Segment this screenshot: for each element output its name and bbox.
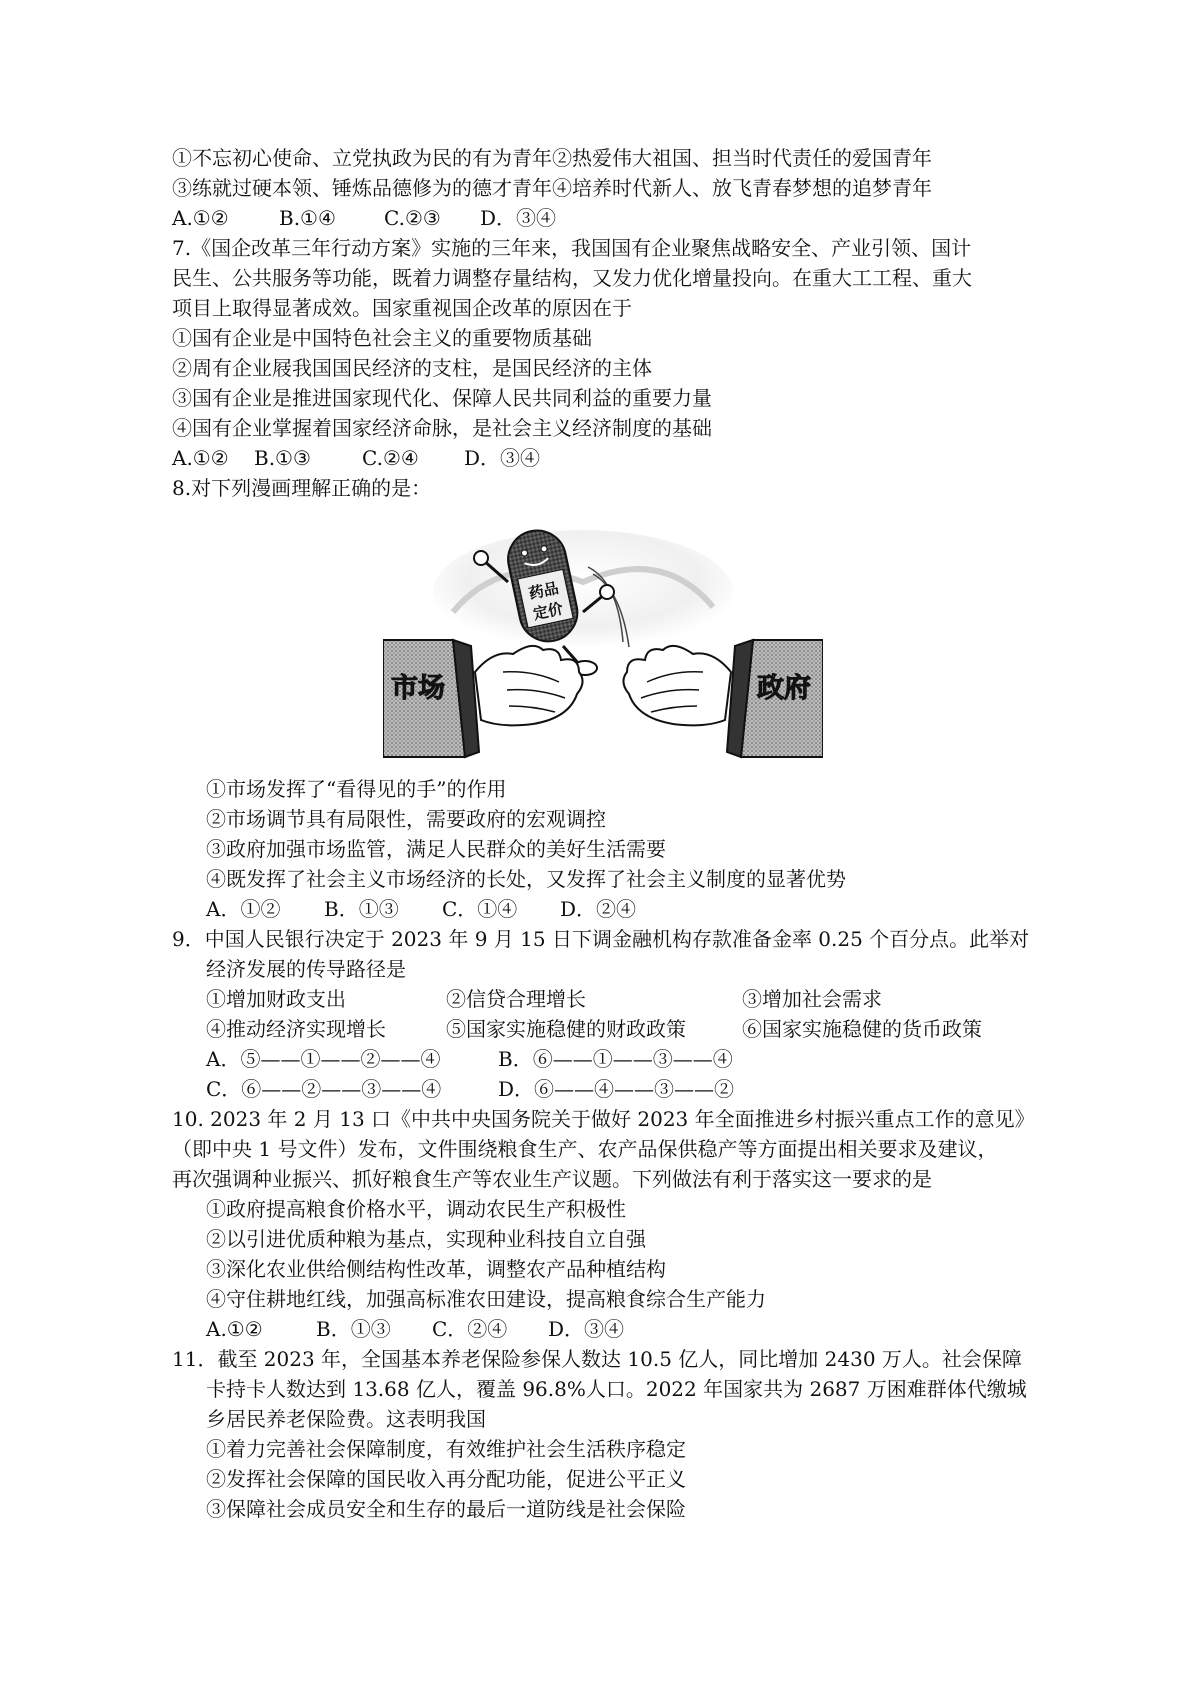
q7-option-3: ③国有企业是推进国家现代化、保障人民共同利益的重要力量 [172,386,712,410]
q9-answers-row-1 [206,1044,806,1074]
q9-answer-d: D．⑥——④——③——② [498,1077,735,1101]
q7-option-4: ④国有企业掌握着国家经济命脉，是社会主义经济制度的基础 [172,416,712,440]
q11-stem-1: 11．截至 2023 年，全国基本养老保险参保人数达 10.5 亿人，同比增加 2430 万人。社会保障 [172,1347,1022,1371]
q8-option-4: ④既发挥了社会主义市场经济的长处，又发挥了社会主义制度的显著优势 [206,867,846,891]
q7-answer-d: D．③④ [464,446,541,470]
q9-items-row-2 [206,1014,986,1044]
q7-answers [172,443,932,473]
market-government-cartoon [383,522,823,762]
pill-label-line-2: 定价 [531,599,565,624]
q7-answer-b: B.①③ [254,446,311,470]
q10-answer-a: A.①② [206,1317,263,1341]
q9-answer-c: C．⑥——②——③——④ [206,1077,442,1101]
q8-option-2: ②市场调节具有局限性，需要政府的宏观调控 [206,807,606,831]
market-label: 市场 [391,673,445,704]
q11-option-3: ③保障社会成员安全和生存的最后一道防线是社会保险 [206,1497,686,1521]
pill-right-hand [600,585,614,599]
market-hand [475,646,583,726]
q10-stem-2: （即中央 1 号文件）发布，文件围绕粮食生产、农产品保供稳产等方面提出相关要求及建议， [172,1137,998,1161]
q9-answer-a: A．⑤——①——②——④ [206,1047,441,1071]
q9-items-row-1 [206,984,986,1014]
q8-option-3: ③政府加强市场监管，满足人民群众的美好生活需要 [206,837,666,861]
q7-option-2: ②周有企业屐我国国民经济的支柱，是国民经济的主体 [172,356,652,380]
q10-option-3: ③深化农业供给侧结构性改革，调整农产品种植结构 [206,1257,666,1281]
q10-answer-c: C．②④ [432,1317,508,1341]
government-label: 政府 [757,673,811,704]
q10-option-2: ②以引进优质种粮为基点，实现种业科技自立自强 [206,1227,646,1251]
q9-answer-b: B．⑥——①——③——④ [498,1047,733,1071]
q11-option-2: ②发挥社会保障的国民收入再分配功能，促进公平正义 [206,1467,686,1491]
q9-item-2: ②信贷合理增长 [446,987,586,1011]
q10-answer-b: B．①③ [316,1317,391,1341]
q9-stem-1: 9．中国人民银行决定于 2023 年 9 月 15 日下调金融机构存款准备金率 0.25 个百分点。此举对 [172,927,1030,951]
q7-answer-a: A.①② [172,446,229,470]
q6-answer-a: A.①② [172,206,229,230]
q8-answers [206,894,906,924]
q7-stem-1: 7.《国企改革三年行动方案》实施的三年来，我国国有企业聚焦战略安全、产业引领、国计 [172,236,972,260]
q9-item-4: ④推动经济实现增长 [206,1017,386,1041]
q9-answers-row-2 [206,1074,806,1104]
q10-answers [206,1314,906,1344]
q10-stem-1: 10. 2023 年 2 月 13 口《中共中央国务院关于做好 2023 年全面推进乡村振兴重点工作的意见》 [172,1107,1035,1131]
q9-stem-2: 经济发展的传导路径是 [206,957,406,981]
q6-answers [172,203,932,233]
q6-line-2: ③练就过硬本领、锤炼品德修为的德才青年④培养时代新人、放飞青春梦想的追梦青年 [172,176,932,200]
pill-label-line-1: 药品 [527,578,561,603]
q7-stem-3: 项目上取得显著成效。国家重视国企改革的原因在于 [172,296,632,320]
q8-answer-a: A．①② [206,897,281,921]
government-hand [623,646,731,726]
q7-answer-c: C.②④ [362,446,419,470]
q8-stem: 8.对下列漫画理解正确的是： [172,476,432,500]
q9-item-5: ⑤国家实施稳健的财政政策 [446,1017,686,1041]
q6-answer-b: B.①④ [279,206,336,230]
q10-stem-3: 再次强调种业振兴、抓好粮食生产等农业生产议题。下列做法有利于落实这一要求的是 [172,1167,932,1191]
q8-answer-b: B．①③ [324,897,399,921]
q10-option-4: ④守住耕地红线，加强高标准农田建设，提高粮食综合生产能力 [206,1287,766,1311]
q6-answer-c: C.②③ [384,206,441,230]
q11-stem-3: 乡居民养老保险费。这表明我国 [206,1407,486,1431]
q11-stem-2: 卡持卡人数达到 13.68 亿人，覆盖 96.8%人口。2022 年国家共为 2687 万困难群体代缴城 [206,1377,1027,1401]
q10-answer-d: D．③④ [548,1317,625,1341]
q9-item-1: ①增加财政支出 [206,987,346,1011]
q8-answer-c: C．①④ [442,897,518,921]
q7-stem-2: 民生、公共服务等功能，既着力调整存量结构，又发力优化增量投向。在重大工工程、重大 [172,266,972,290]
q9-item-6: ⑥国家实施稳健的货币政策 [742,1017,982,1041]
q7-option-1: ①国有企业是中国特色社会主义的重要物质基础 [172,326,592,350]
pill-left-hand [474,551,488,565]
q9-item-3: ③增加社会需求 [742,987,882,1011]
q10-option-1: ①政府提高粮食价格水平，调动农民生产积极性 [206,1197,626,1221]
q6-line-1: ①不忘初心使命、立党执政为民的有为青年②热爱伟大祖国、担当时代责任的爱国青年 [172,146,932,170]
q8-answer-d: D．②④ [560,897,637,921]
q6-answer-d: D．③④ [480,206,557,230]
q8-option-1: ①市场发挥了“看得见的手”的作用 [206,777,507,801]
q11-option-1: ①着力完善社会保障制度，有效维护社会生活秩序稳定 [206,1437,686,1461]
